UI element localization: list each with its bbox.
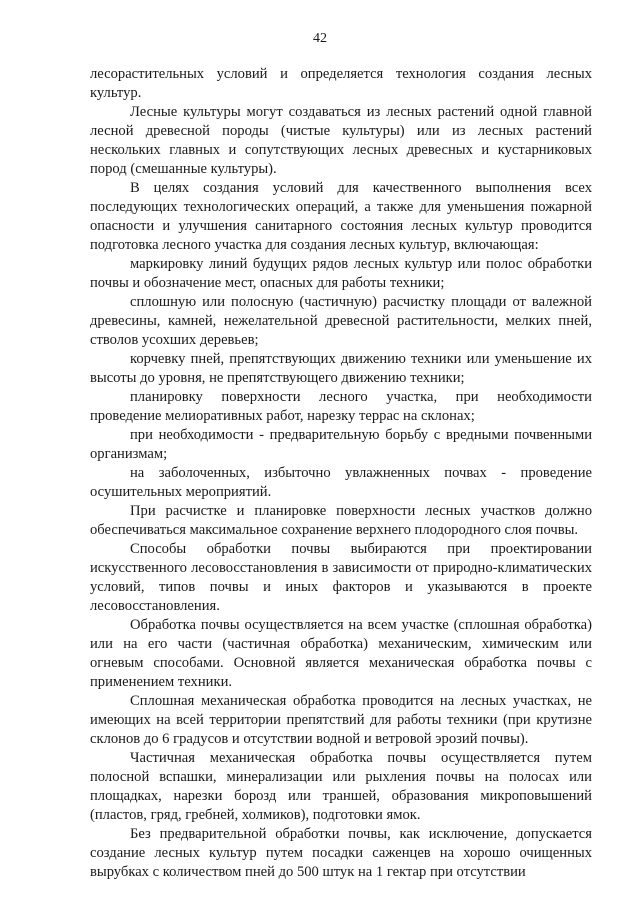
body-text: [90, 65, 592, 882]
paragraph-continuation: лесорастительных условий и определяется технология создания лесных культур.: [90, 66, 592, 101]
paragraph: Частичная механическая обработка почвы осуществляется путем полосной вспашки, минерализации или рыхления почвы на полосах или площадках, нарезки борозд или траншей, образования микроповышений (пластов, гряд, гребней, холмиков), подготовки ямок.: [90, 750, 592, 823]
list-item: на заболоченных, избыточно увлажненных почвах - проведение осушительных мероприятий.: [90, 465, 592, 500]
list-item: сплошную или полосную (частичную) расчистку площади от валежной древесины, камней, нежелательной древесной растительности, мелких пней, стволов усохших деревьев;: [90, 294, 592, 348]
paragraph: При расчистке и планировке поверхности лесных участков должно обеспечиваться максимальное сохранение верхнего плодородного слоя почвы.: [90, 503, 592, 538]
list-item: планировку поверхности лесного участка, при необходимости проведение мелиоративных работ, нарезку террас на склонах;: [90, 389, 592, 424]
paragraph: Способы обработки почвы выбираются при проектировании искусственного лесовосстановления в зависимости от природно-климатических условий, типов почвы и иных факторов и указываются в проекте лесовосстановления.: [90, 541, 592, 614]
paragraph: В целях создания условий для качественного выполнения всех последующих технологических операций, а также для уменьшения пожарной опасности и улучшения санитарного состояния лесных культур проводится подготовка лесного участка для создания лесных культур, включающая:: [90, 180, 592, 253]
list-item: маркировку линий будущих рядов лесных культур или полос обработки почвы и обозначение мест, опасных для работы техники;: [90, 256, 592, 291]
paragraph: Без предварительной обработки почвы, как исключение, допускается создание лесных культур путем посадки саженцев на хорошо очищенных вырубках с количеством пней до 500 штук на 1 гектар при отсутствии: [90, 826, 592, 880]
list-item: корчевку пней, препятствующих движению техники или уменьшение их высоты до уровня, не препятствующего движению техники;: [90, 351, 592, 386]
page-number: 42: [313, 31, 327, 46]
paragraph: Сплошная механическая обработка проводится на лесных участках, не имеющих на всей территории препятствий для работы техники (при крутизне склонов до 6 градусов и отсутствии водной и ветровой эрозий почвы).: [90, 693, 592, 747]
paragraph: Лесные культуры могут создаваться из лесных растений одной главной лесной древесной породы (чистые культуры) или из лесных растений нескольких главных и сопутствующих лесных древесных и кустарниковых пород (смешанные культуры).: [90, 104, 592, 177]
list-item: при необходимости - предварительную борьбу с вредными почвенными организмам;: [90, 427, 592, 462]
paragraph: Обработка почвы осуществляется на всем участке (сплошная обработка) или на его части (частичная обработка) механическим, химическим или огневым способами. Основной является механическая обработка почвы с применением техники.: [90, 617, 592, 690]
